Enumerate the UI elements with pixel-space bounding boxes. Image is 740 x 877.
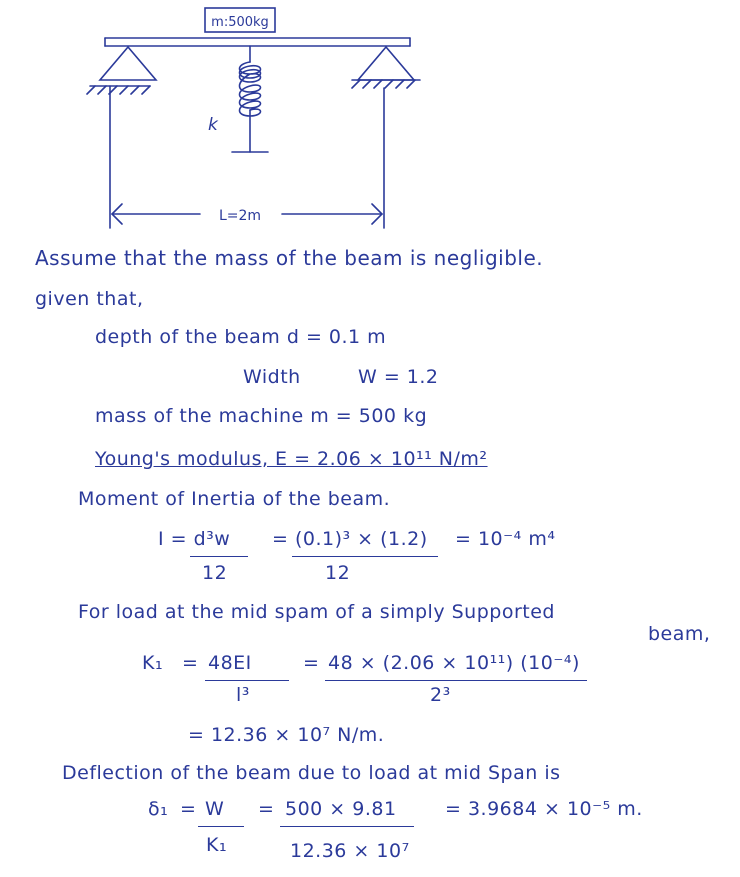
load-heading-cont: beam, <box>648 623 711 645</box>
load-heading: For load at the mid spam of a simply Supported <box>78 601 555 623</box>
assume-line: Assume that the mass of the beam is negligible. <box>35 246 544 270</box>
youngs-line: Young's modulus, E = 2.06 × 10¹¹ N/m² <box>95 448 488 470</box>
length-label: L=2m <box>218 208 262 224</box>
inertia-lhs: I = d³w <box>158 528 231 550</box>
k1-equals: = <box>182 652 199 674</box>
delta1-result: = 3.9684 × 10⁻⁵ m. <box>445 798 643 820</box>
stiffness-label: k <box>208 115 218 135</box>
deflection-heading: Deflection of the beam due to load at mid Span is <box>62 762 561 784</box>
given-line: given that, <box>35 288 144 310</box>
k1-numerator-2: 48 × (2.06 × 10¹¹) (10⁻⁴) <box>328 652 580 674</box>
right-support <box>358 47 414 80</box>
inertia-denominator: 12 <box>202 562 228 584</box>
mass-label: m:500kg <box>211 15 269 30</box>
width-value: W = 1.2 <box>358 366 439 388</box>
delta1-numerator: W <box>205 798 225 820</box>
delta1-equals: = <box>180 798 197 820</box>
delta1-denominator-2: 12.36 × 10⁷ <box>290 840 410 862</box>
inertia-middle: = (0.1)³ × (1.2) <box>272 528 428 550</box>
width-label: Width <box>243 366 301 388</box>
moment-heading: Moment of Inertia of the beam. <box>78 488 391 510</box>
k1-denominator-2: 2³ <box>430 684 451 706</box>
k1-result: = 12.36 × 10⁷ N/m. <box>188 724 385 746</box>
beam-spring-diagram <box>0 0 740 240</box>
delta1-lhs: δ₁ <box>148 798 169 820</box>
delta1-denominator: K₁ <box>206 834 228 856</box>
left-support <box>100 47 156 80</box>
k1-denominator: l³ <box>236 684 250 706</box>
spring <box>240 62 261 116</box>
depth-line: depth of the beam d = 0.1 m <box>95 326 387 348</box>
delta1-numerator-2: 500 × 9.81 <box>285 798 397 820</box>
inertia-result: = 10⁻⁴ m⁴ <box>455 528 556 550</box>
inertia-middle-denominator: 12 <box>325 562 351 584</box>
k1-equals-2: = <box>303 652 320 674</box>
k1-lhs: K₁ <box>142 652 164 674</box>
mass-line: mass of the machine m = 500 kg <box>95 405 428 427</box>
k1-numerator: 48EI <box>208 652 252 674</box>
delta1-equals-2: = <box>258 798 275 820</box>
